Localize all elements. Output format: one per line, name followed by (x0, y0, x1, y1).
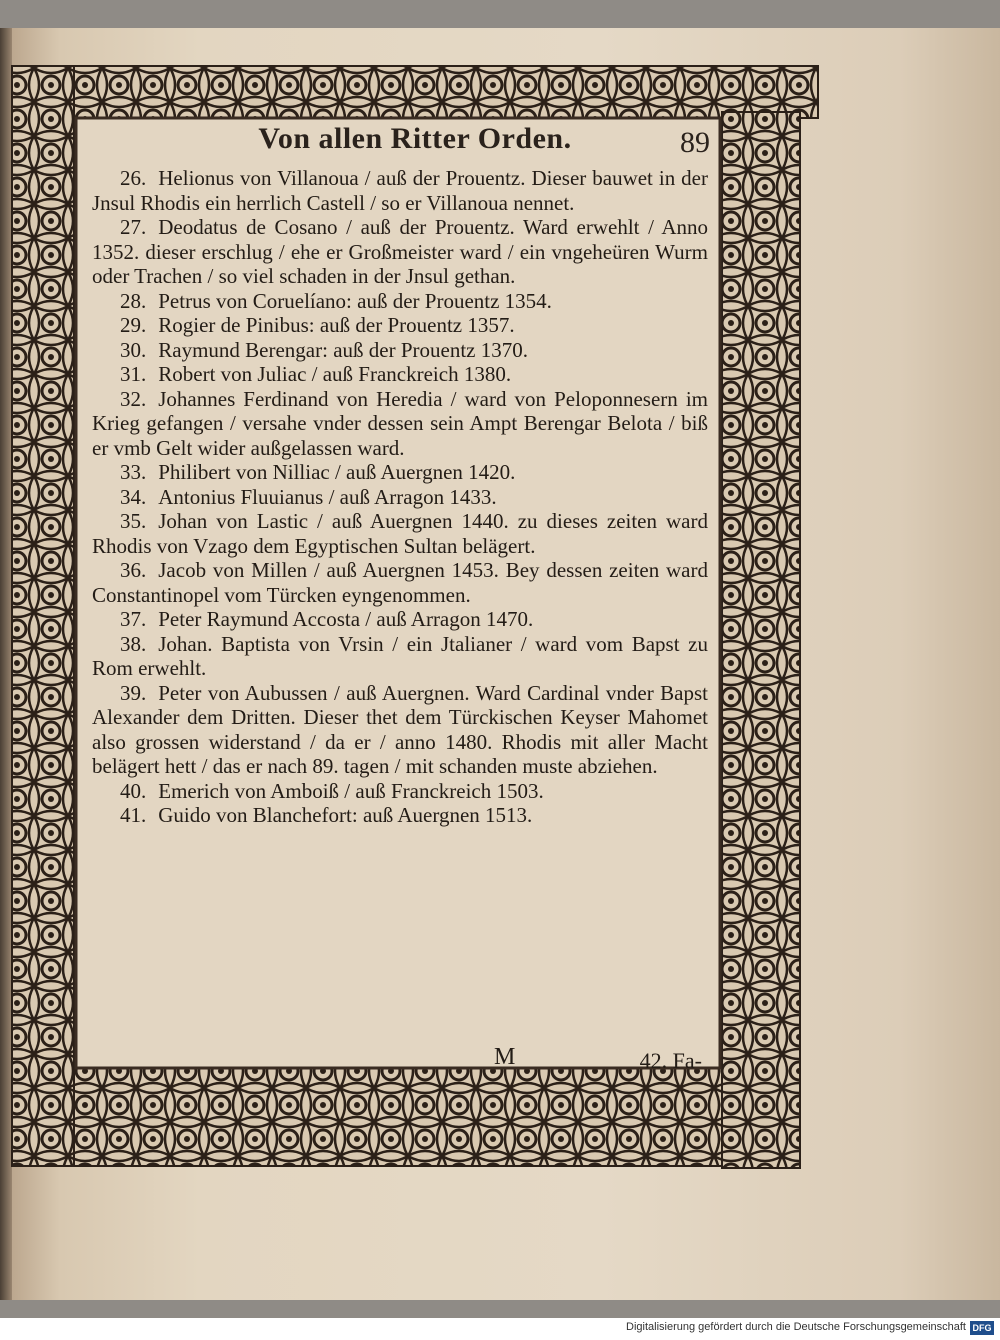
entry-text: Antonius Fluuianus / auß Arragon 1433. (158, 484, 497, 509)
entry-text: Deodatus de Cosano / auß der Prouentz. Ward erwehlt / Anno 1352. dieser erschlug / ehe er Großmeister ward / ein vngeheüren Wurm oder Trachen / so viel schaden in der Jnsul gethan. (92, 215, 708, 288)
entry-number: 27. (120, 215, 147, 239)
entry-text: Raymund Berengar: auß der Prouentz 1370. (158, 337, 528, 362)
entry-number: 28. (120, 288, 147, 313)
list-item (92, 509, 708, 558)
entry-text: Johannes Ferdinand von Heredia / ward von Peloponnesern im Krieg gefangen / versahe vnder dessen sein Ampt Berengar Belota / biß er vmb Gelt wider außgelassen ward. (92, 386, 708, 460)
entry-number: 38. (120, 631, 147, 656)
entry-number: 41. (120, 803, 147, 827)
digitization-footer (0, 1318, 1000, 1340)
list-item (92, 387, 708, 461)
list-item (92, 215, 708, 289)
entry-number: 26. (120, 166, 147, 190)
list-item (92, 779, 708, 804)
entry-number: 30. (120, 337, 147, 362)
list-item (92, 485, 708, 510)
entry-number: 29. (120, 313, 147, 337)
entry-number: 37. (120, 607, 147, 631)
list-item (92, 632, 708, 681)
entry-text: Johan von Lastic / auß Auergnen 1440. zu dieses zeiten ward Rhodis von Vzago dem Egyptischen Sultan belägert. (92, 509, 708, 558)
entry-text: Helionus von Villanoua / auß der Prouentz. Dieser bauwet in der Jnsul Rhodis ein herrlich Castell / so er Villanoua nennet. (92, 166, 708, 215)
entry-number: 32. (120, 386, 147, 411)
list-item (92, 803, 708, 828)
entry-text: Emerich von Amboiß / auß Franckreich 1503. (158, 778, 544, 803)
running-head: Von allen Ritter Orden. (258, 122, 572, 155)
entry-number: 35. (120, 509, 147, 533)
list-item (92, 558, 708, 607)
entry-text: Petrus von Coruelíano: auß der Prouentz 1354. (158, 288, 552, 313)
entry-text: Peter Raymund Accosta / auß Arragon 1470. (158, 607, 534, 631)
footer-credit: Digitalisierung gefördert durch die Deutsche Forschungsgemeinschaft (626, 1321, 966, 1333)
entry-number: 33. (120, 460, 147, 484)
page-number: 89 (680, 126, 710, 159)
list-item (92, 362, 708, 387)
entry-number: 31. (120, 362, 147, 386)
list-item (92, 681, 708, 779)
catchword-line (488, 1044, 708, 1078)
list-item (92, 607, 708, 632)
catchword: 42. Fa- (639, 1048, 702, 1073)
entry-text: Peter von Aubussen / auß Auergnen. Ward Cardinal vnder Bapst Alexander dem Dritten. Dieser thet dem Türckischen Keyser Mahomet also grossen widerstand / da er / anno 1480. Rhodis mit aller Macht belägert hett / das er nach 89. tagen / mit schanden muste abziehen. (92, 680, 708, 778)
entry-text: Robert von Juliac / auß Franckreich 1380. (158, 362, 512, 386)
list-item (92, 313, 708, 338)
entry-text: Guido von Blanchefort: auß Auergnen 1513. (158, 803, 533, 827)
entry-text: Jacob von Millen / auß Auergnen 1453. Bey dessen zeiten ward Constantinopel vom Türcken eyngenommen. (92, 558, 708, 607)
list-item (92, 166, 708, 215)
entry-number: 36. (120, 558, 147, 582)
signature-mark: M (494, 1044, 516, 1070)
entry-number: 39. (120, 680, 147, 705)
list-item (92, 338, 708, 363)
entry-number: 34. (120, 484, 147, 509)
entry-number: 40. (120, 778, 147, 803)
entry-text: Philibert von Nilliac / auß Auergnen 1420. (158, 460, 516, 484)
grand-master-list (92, 166, 708, 828)
list-item (92, 460, 708, 485)
list-item (92, 289, 708, 314)
entry-text: Johan. Baptista von Vrsin / ein Jtalianer / ward vom Bapst zu Rom erwehlt. (92, 631, 708, 680)
entry-text: Rogier de Pinibus: auß der Prouentz 1357. (158, 313, 515, 337)
dfg-logo: DFG (970, 1321, 994, 1335)
